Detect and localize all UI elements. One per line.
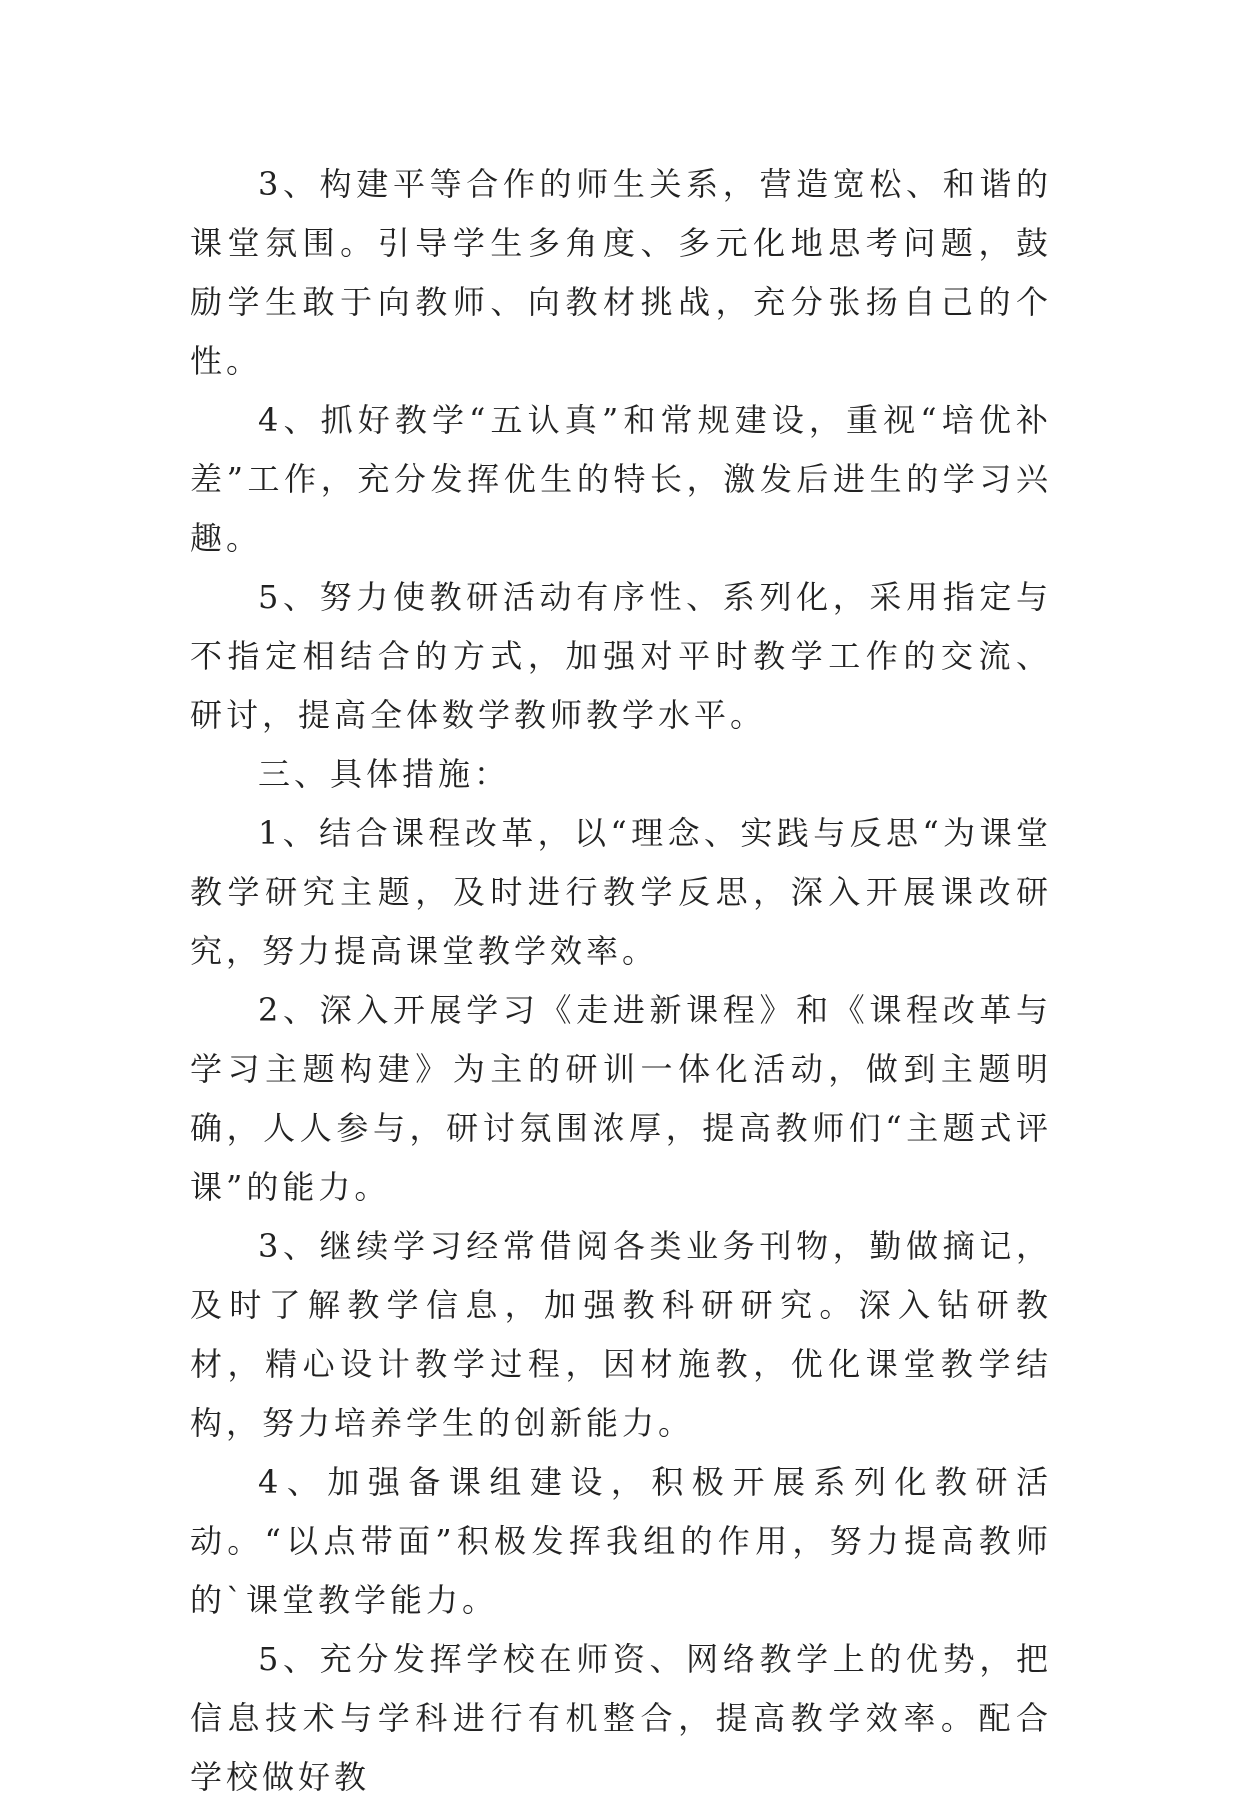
paragraph-item-3-teacher-student-relationship: 3、构建平等合作的师生关系，营造宽松、和谐的课堂氛围。引导学生多角度、多元化地思考问题，鼓励学生敢于向教师、向教材挑战，充分张扬自己的个性。	[190, 165, 1052, 380]
paragraph-item-5-teaching-research: 5、努力使教研活动有序性、系列化，采用指定与不指定相结合的方式，加强对平时教学工作的交流、研讨，提高全体数学教师教学水平。	[190, 578, 1052, 734]
paragraph-item-4-five-conscientious: 4、抓好教学“五认真”和常规建设，重视“培优补差”工作，充分发挥优生的特长，激发后进生的学习兴趣。	[190, 401, 1052, 557]
paragraph-measure-3-continued-learning: 3、继续学习经常借阅各类业务刊物，勤做摘记，及时了解教学信息，加强教科研研究。深入钻研教材，精心设计教学过程，因材施教，优化课堂教学结构，努力培养学生的创新能力。	[190, 1227, 1052, 1442]
paragraph-measure-4-lesson-prep-group: 4、加强备课组建设，积极开展系列化教研活动。“以点带面”积极发挥我组的作用，努力提高教师的`课堂教学能力。	[190, 1463, 1052, 1619]
paragraph-measure-5-school-advantages: 5、充分发挥学校在师资、网络教学上的优势，把信息技术与学科进行有机整合，提高教学效率。配合学校做好教	[190, 1640, 1052, 1796]
paragraph-measure-1-curriculum-reform: 1、结合课程改革，以“理念、实践与反思“为课堂教学研究主题，及时进行教学反思，深入开展课改研究，努力提高课堂教学效率。	[190, 814, 1052, 970]
document-body	[190, 155, 1052, 1807]
section-heading-specific-measures: 三、具体措施：	[258, 755, 511, 793]
paragraph-measure-2-new-curriculum: 2、深入开展学习《走进新课程》和《课程改革与学习主题构建》为主的研训一体化活动，做到主题明确，人人参与，研讨氛围浓厚，提高教师们“主题式评课”的能力。	[190, 991, 1052, 1206]
